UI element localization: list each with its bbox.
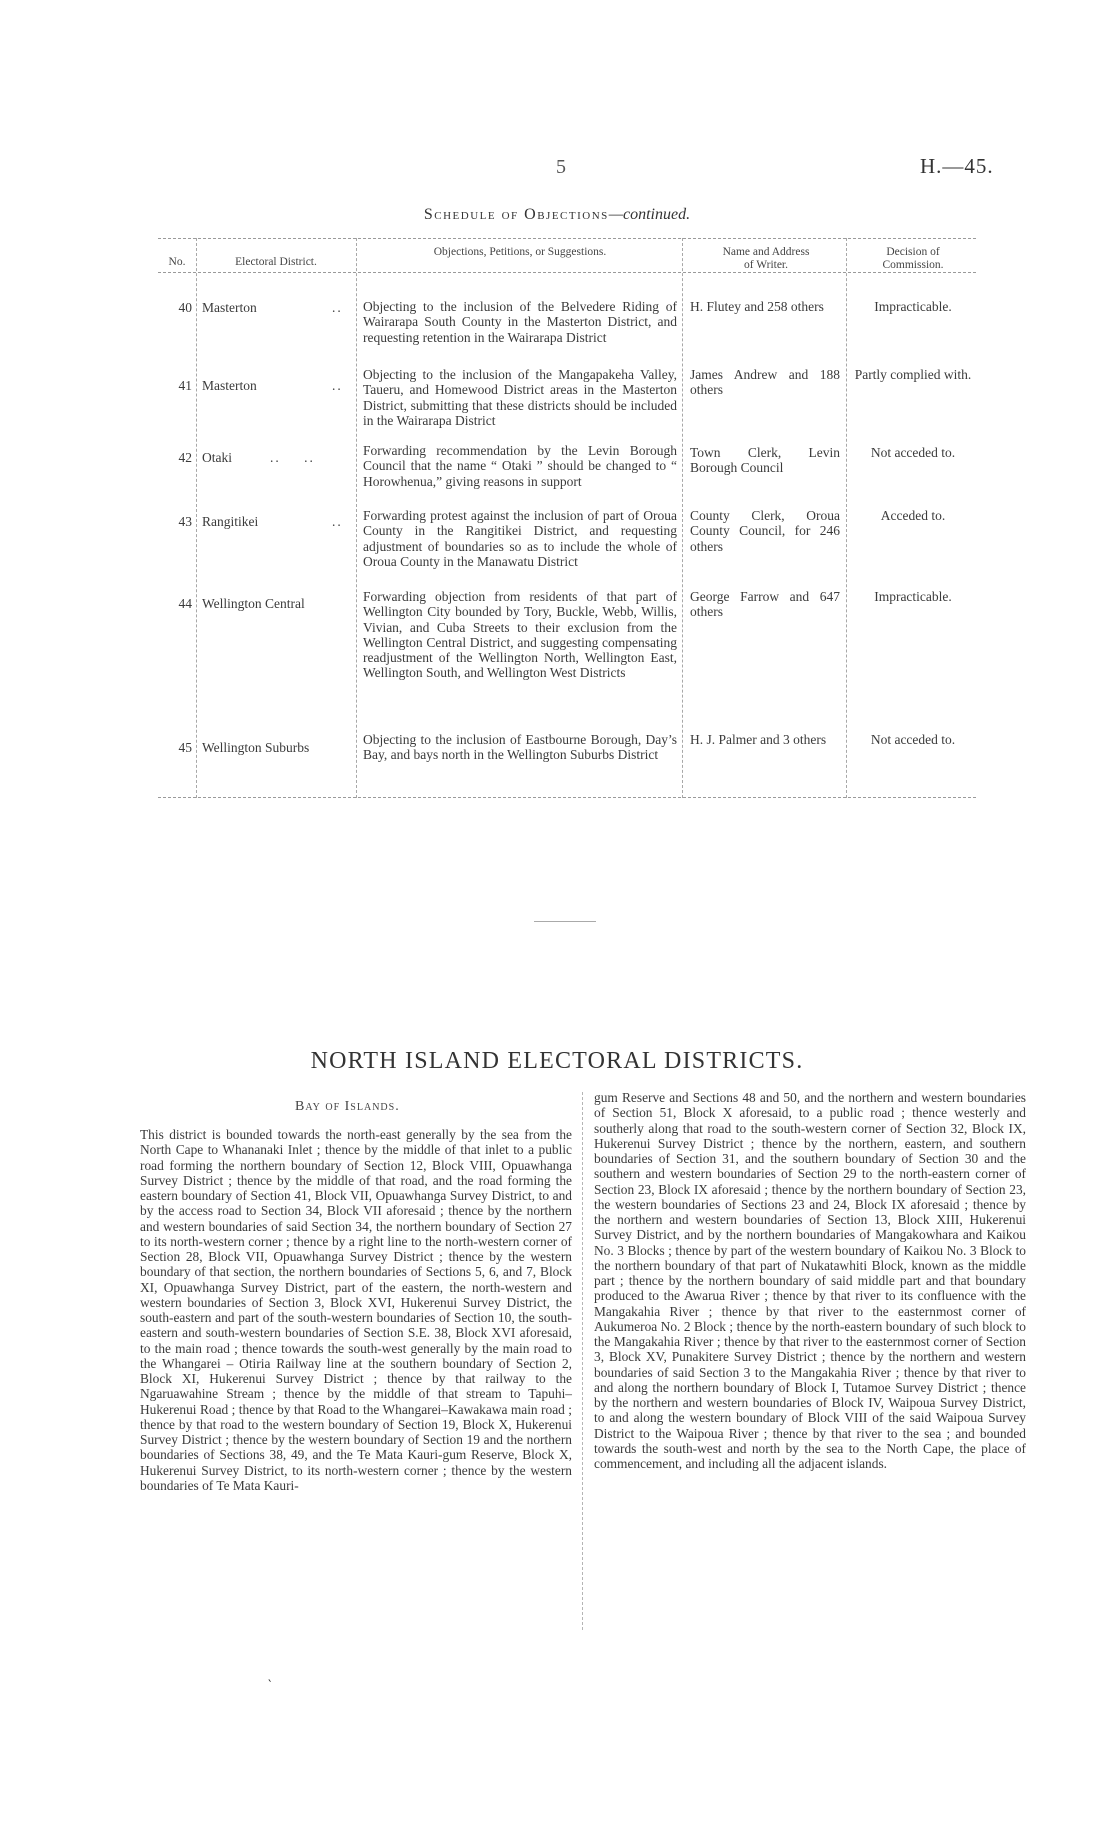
column-header-district: Electoral District. (235, 256, 317, 268)
row-writer: County Clerk, Oroua County Council, for 246 others (690, 508, 840, 554)
district-name: Masterton (202, 300, 257, 315)
section-heading: NORTH ISLAND ELECTORAL DISTRICTS. (310, 1048, 804, 1074)
column-header-no: No. (168, 256, 186, 268)
row-number: 45 (178, 740, 192, 755)
table-bottom-rule (158, 797, 976, 798)
district-name: Rangitikei (202, 514, 259, 529)
district-heading (295, 1099, 400, 1115)
row-decision: Not acceded to. (870, 445, 956, 460)
row-number: 43 (178, 514, 192, 529)
row-decision: Acceded to. (880, 508, 946, 523)
row-district (202, 450, 352, 465)
row-objection: Forwarding protest against the inclusion of part of Oroua County in the Rangitikei District, and requesting adjustment of boundaries so as to include the whole of Oroua County in the Manawatu District (363, 508, 677, 569)
column-header-writer: Name and Address of Writer. (722, 246, 810, 271)
body-text-left-column: This district is bounded towards the north-east generally by the sea from the North Cape to Whananaki Inlet ; thence by the middle of that inlet to a public road forming the northern boundary of Section 12, Block VIII, Opuawhanga Survey District ; thence by the middle of that road, and the road forming the eastern boundary of Section 41, Block VII, Opuawhanga Survey District, to and by the access road to Section 34, Block VII aforesaid ; thence by the northern and western boundaries of said Section 34, the northern boundary of Section 27 to its north-western corner ; thence by a right line to the north-western corner of Section 28, Block VII, Opuawhanga Survey District ; thence by the western boundary of that section, the northern boundaries of Sections 5, 6, and 7, Block XI, Opuawhanga Survey District, part of the eastern, the north-western and western boundaries of Section 3, Block XVI, Hukerenui Survey District, the south-eastern and part of the south-western boundaries of Section 10, the south-eastern and south-western boundaries of Section S.E. 38, Block XVI aforesaid, to the main road ; thence towards the south-west generally by the main road to the Whangarei – Otiria Railway line at the southern boundary of Section 2, Block XI, Hukerenui Survey District ; thence by that railway to the Ngaruawahine Stream ; thence by the middle of that stream to Tapuhi–Hukerenui Road ; thence by that Road to the Whangarei–Kawakawa main road ; thence by that road to the western boundary of Section 19, Block X, Hukerenui Survey District ; thence by the western boundary of Section 19 and the northern boundaries of Sections 38, 49, and the Te Mata Kauri-gum Reserve, Block X, Hukerenui Survey District, to its north-western corner ; thence by the western boundaries of Te Mata Kauri- (140, 1127, 572, 1493)
row-objection: Objecting to the inclusion of the Mangapakeha Valley, Taueru, and Homewood District areas in the Masterton District, submitting that these districts should be included in the Wairarapa District (363, 367, 677, 428)
leader-dots: .. (332, 514, 343, 529)
column-divider (682, 238, 683, 798)
column-header-objection: Objections, Petitions, or Suggestions. (433, 246, 607, 258)
section-separator-rule (534, 921, 596, 922)
row-decision: Partly complied with. (854, 367, 972, 382)
row-writer: James Andrew and 188 others (690, 367, 840, 398)
schedule-title-main: Schedule of Objections (423, 206, 609, 223)
row-district (202, 514, 352, 529)
stray-mark: ‵ (268, 1679, 272, 1694)
row-decision: Impracticable. (874, 299, 952, 314)
body-text-right-column: gum Reserve and Sections 48 and 50, and the northern and western boundaries of Section 51, Block X aforesaid, to a public road ; thence westerly and southerly along that road to the south-western corner of Section 32, Block IX, Hukerenui Survey District ; thence by the northern, eastern, and southern boundaries of Section 31, and the southern boundary of Section 30 and the southern and western boundaries of Section 29 to the north-eastern corner of Section 23, Block IX aforesaid ; thence by the northern boundary of Section 23, the western boundaries of Sections 23 and 24, Block IX aforesaid ; thence by the northern and western boundaries of Section 13, Block XIII, Hukerenui Survey District, and by the northern boundaries of Mangakowhara and Kaikou No. 3 Blocks ; thence by part of the western boundary of Kaikou No. 3 Block to the northern boundary of that part of Nukatawhiti Block, known as the middle part ; thence by the northern boundary of said middle part and that boundary produced to the Awarua River ; thence by that river to its confluence with the Mangakahia River ; thence by that river to the easternmost corner of Aukumeroa No. 2 Block ; thence by the north-eastern boundary of such block to the Mangakahia River ; thence by that river to the easternmost corner of Section 3, Block XV, Punakitere Survey District ; thence by the northern and western boundaries of said Section 3 to the Mangakahia River ; thence by that river to and along the northern boundary of Block I, Tutamoe Survey District ; thence by the northern and western boundaries of Block IV, Waipoua Survey District, to and along the western boundary of Block VIII of the said Waipoua Survey District to the Waipoua River ; thence by that river to the sea ; and bounded towards the south-west and north by the sea to the North Cape, the place of commencement, and including all the adjacent islands. (594, 1090, 1026, 1471)
row-decision: Not acceded to. (870, 732, 956, 747)
document-reference: H.—45. (920, 154, 994, 178)
leader-dots: .. (332, 300, 343, 315)
district-name: Otaki (202, 450, 232, 465)
row-district (202, 378, 352, 393)
row-number: 40 (178, 300, 192, 315)
district-heading-text: Bay of Islands. (295, 1099, 400, 1114)
row-objection: Forwarding recommendation by the Levin Borough Council that the name “ Otaki ” should be changed to “ Horowhenua,” giving reasons in support (363, 443, 677, 489)
district-name: Wellington Suburbs (202, 740, 310, 755)
row-writer: H. Flutey and 258 others (690, 299, 824, 314)
objections-table (158, 238, 976, 798)
row-district (202, 596, 352, 611)
schedule-title (0, 206, 1114, 224)
leader-dots: .. .. (270, 450, 315, 465)
row-number: 41 (178, 378, 192, 393)
column-divider (356, 238, 357, 798)
row-objection: Objecting to the inclusion of the Belvedere Riding of Wairarapa South County in the Masterton District, and requesting retention in the Wairarapa District (363, 299, 677, 345)
schedule-title-continued: —continued. (608, 206, 691, 223)
row-number: 42 (178, 450, 192, 465)
row-writer: George Farrow and 647 others (690, 589, 840, 620)
leader-dots: .. (332, 378, 343, 393)
row-district (202, 740, 352, 755)
column-divider (582, 1092, 583, 1630)
row-objection: Objecting to the inclusion of Eastbourne Borough, Day’s Bay, and bays north in the Wellington Suburbs District (363, 732, 677, 763)
column-divider (846, 238, 847, 798)
table-top-rule (158, 238, 976, 239)
row-decision: Impracticable. (874, 589, 952, 604)
row-number: 44 (178, 596, 192, 611)
column-divider (196, 238, 197, 798)
table-header-rule (158, 272, 976, 273)
row-writer: Town Clerk, Levin Borough Council (690, 445, 840, 476)
page-number: 5 (556, 156, 566, 178)
row-writer: H. J. Palmer and 3 others (690, 732, 827, 747)
district-name: Masterton (202, 378, 257, 393)
row-objection: Forwarding objection from residents of that part of Wellington City bounded by Tory, Buckle, Webb, Willis, Vivian, and Cuba Streets to their exclusion from the Wellington Central District, and suggesting compensating readjustment of the Wellington North, Wellington East, Wellington South, and Wellington West Districts (363, 589, 677, 681)
row-district (202, 300, 352, 315)
district-name: Wellington Central (202, 596, 305, 611)
column-header-decision: Decision of Commission. (882, 246, 944, 271)
